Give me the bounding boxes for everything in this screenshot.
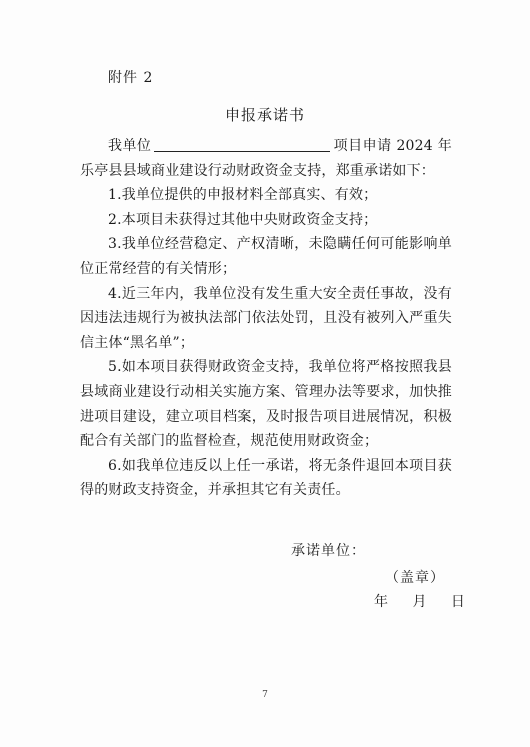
commitment-item-3: 3.我单位经营稳定、产权清晰，未隐瞒任何可能影响单位正常经营的有关情形；: [80, 236, 452, 277]
seal-label: （盖章）: [385, 570, 445, 586]
document-title: 申报承诺书: [224, 106, 305, 124]
page-number: 7: [262, 690, 268, 700]
intro-paragraph: [80, 134, 452, 183]
unit-name-blank: [154, 137, 330, 152]
intro-rest: 项目申请 2024 年乐亭县县域商业建设行动财政资金支持，郑重承诺如下：: [80, 138, 452, 179]
commitment-item-1: 1.我单位提供的申报材料全部真实、有效；: [108, 187, 378, 204]
commitment-item-2: 2.本项目未获得过其他中央财政资金支持；: [108, 211, 378, 228]
attachment-label: 附件 2: [108, 70, 154, 86]
date-line: 年 月 日: [374, 594, 466, 610]
commitment-item-5: 5.如本项目获得财政资金支持，我单位将严格按照我县县域商业建设行动相关实施方案、管理办法等要求，加快推进项目建设，建立项目档案，及时报告项目进展情况，积极配合有关部门的监督检查，规范使用财政资金；: [80, 359, 452, 450]
commitment-item-4: 4.近三年内，我单位没有发生重大安全责任事故，没有因违法违规行为被执法部门依法处罚，且没有被列入严重失信主体“黑名单”；: [80, 285, 452, 351]
intro-start: 我单位: [108, 138, 152, 154]
document-body: [80, 134, 452, 503]
commitment-item-6: 6.如我单位违反以上任一承诺，将无条件退回本项目获得的财政支持资金，并承担其它有关责任。: [80, 457, 452, 499]
signature-unit-label: 承诺单位：: [291, 543, 366, 559]
